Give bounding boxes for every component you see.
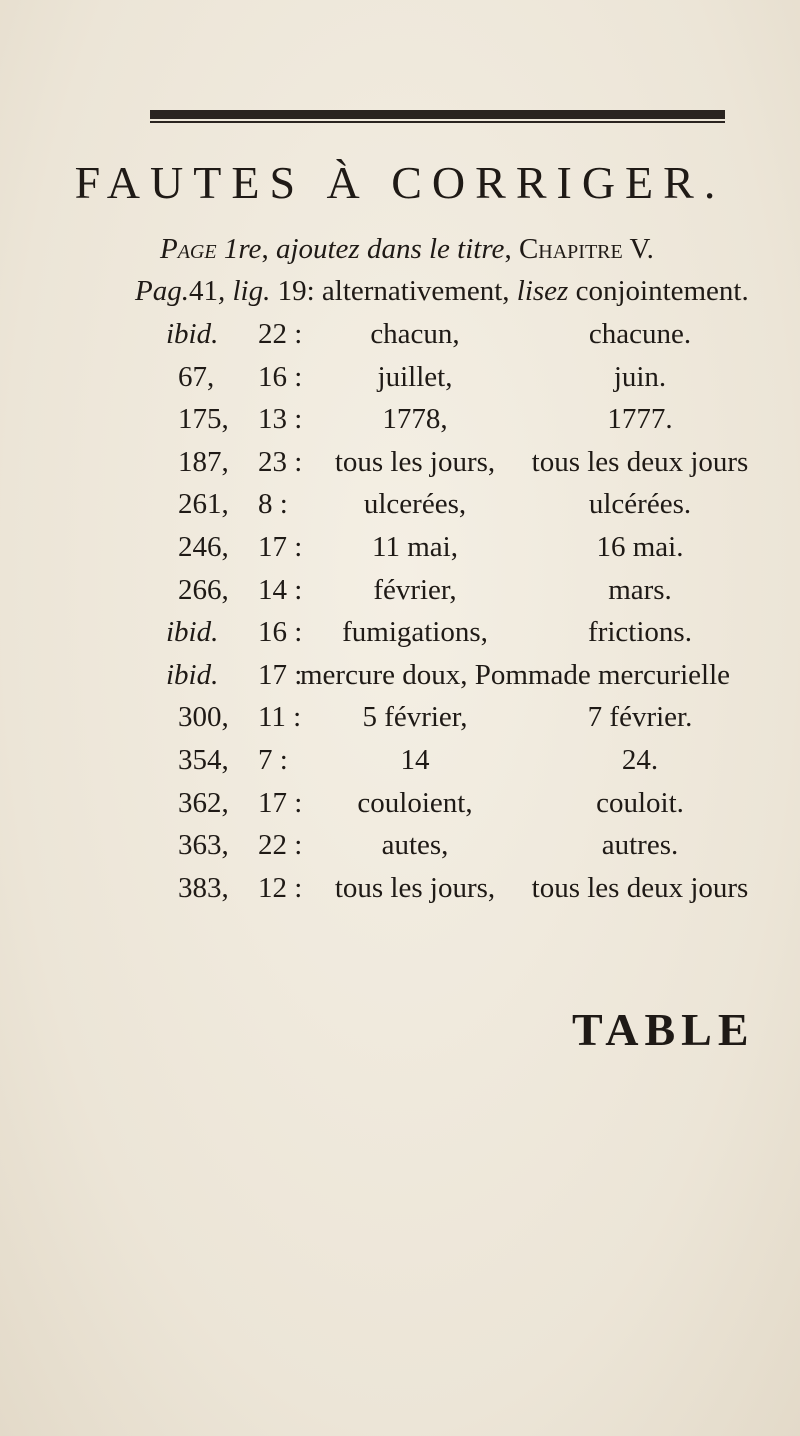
errata-page: 383, [178,871,229,904]
errata-page: ibid. [166,658,219,691]
errata-line: 22 : [258,318,303,350]
errata-row [0,829,800,867]
errata-wrong: février, [373,573,457,606]
errata-right: autres. [601,829,679,862]
errata-row [0,318,800,356]
wrong-text: : alternativement, [306,275,510,307]
errata-row [0,446,800,484]
errata-row [0,659,800,697]
lig-number: 19 [277,275,307,307]
errata-line: 17 : [258,658,303,691]
errata-page: 266, [178,573,229,606]
page-label: Page [160,233,217,265]
errata-wrong: autes, [381,829,449,862]
errata-page: 187, [178,445,229,478]
errata-right: chacune. [588,318,692,350]
errata-row [0,616,800,654]
errata-line: 17 : [258,531,303,563]
errata-page: 363, [178,829,229,862]
errata-row [0,744,800,782]
errata-page: 67, [178,360,215,393]
add-suffix: , [504,233,512,265]
errata-right: tous les deux jours [531,871,749,904]
header-rule [150,110,725,119]
errata-line: 16 : [258,360,303,393]
errata-span-text: mercure doux, Pommade mercurielle [300,658,731,691]
errata-page: 362, [178,786,229,819]
right-text: conjointement. [575,275,749,307]
errata-right: juin. [613,360,667,393]
errata-line: 8 : [258,488,288,521]
errata-wrong: tous les jours, [334,871,496,904]
add-prefix: , [261,233,276,265]
intro-line-2 [135,275,749,308]
errata-page: 261, [178,488,229,521]
lig-label: , lig. [217,275,271,307]
errata-row [0,361,800,399]
errata-row [0,574,800,612]
errata-wrong: juillet, [377,360,453,393]
errata-right: 7 février. [587,701,693,734]
intro-line-1 [160,233,654,266]
errata-row [0,403,800,441]
errata-right: ulcérées. [588,488,692,521]
errata-right: 1777. [607,403,673,436]
errata-wrong: fumigations, [342,616,488,649]
errata-page: 175, [178,403,229,436]
errata-line: 12 : [258,871,303,904]
page-title: FAUTES À CORRIGER. [74,157,726,208]
errata-line: 16 : [258,616,303,649]
add-text: Chapitre V. [518,233,654,265]
page-number: 1re [223,233,262,265]
pag-label: Pag. [135,275,189,307]
errata-line: 7 : [258,744,288,776]
errata-line: 17 : [258,786,303,819]
errata-row [0,488,800,526]
errata-row [0,531,800,569]
errata-line: 22 : [258,829,303,862]
errata-right: couloit. [596,786,684,819]
errata-line: 11 : [258,701,302,734]
errata-right: frictions. [588,616,692,649]
header-rule-thin [150,121,725,123]
errata-row [0,701,800,739]
errata-row [0,872,800,910]
pag-number: 41 [188,275,218,307]
lisez-label: lisez [516,275,569,307]
errata-line: 14 : [258,573,303,606]
errata-wrong: chacun, [370,318,460,350]
errata-wrong: couloient, [357,786,473,819]
errata-page: 300, [178,701,229,734]
errata-right: 24. [621,744,659,776]
errata-page: ibid. [166,318,219,350]
errata-page: 246, [178,531,229,563]
errata-wrong: 1778, [382,403,448,436]
errata-line: 23 : [258,445,303,478]
errata-wrong: 11 mai, [372,531,458,563]
errata-line: 13 : [258,403,303,436]
errata-right: 16 mai. [596,531,684,563]
errata-right: mars. [608,573,672,606]
errata-page: ibid. [166,616,219,649]
errata-right: tous les deux jours [531,445,749,478]
errata-wrong: 5 février, [362,701,468,734]
errata-page: 354, [178,744,229,776]
catchword: TABLE [572,1004,755,1055]
add-instruction: ajoutez dans le titre [275,233,505,265]
errata-wrong: ulcerées, [363,488,467,521]
errata-row [0,787,800,825]
errata-wrong: 14 [400,744,430,776]
errata-wrong: tous les jours, [334,445,496,478]
